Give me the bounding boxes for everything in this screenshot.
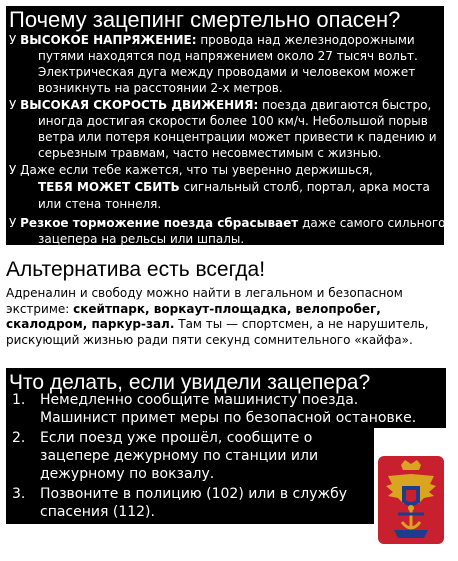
bullet-marker: У bbox=[9, 33, 17, 47]
hold-line-2 bbox=[38, 180, 430, 196]
voltage-text-3: Электрическая дуга между проводами и человеком может bbox=[38, 65, 416, 79]
alternative-activities-1: скейтпарк, воркаут-площадка, велопробег, bbox=[73, 301, 381, 316]
bullet-marker: У bbox=[9, 163, 17, 177]
alternative-title: Альтернатива есть всегда! bbox=[6, 258, 266, 281]
bullet-marker: У bbox=[9, 98, 17, 112]
alternative-line-3 bbox=[6, 317, 452, 333]
action-1-text-1: Немедленно сообщите машинисту поезда. bbox=[40, 392, 359, 408]
action-2-text-3: дежурному по вокзалу. bbox=[40, 466, 215, 482]
speed-text-2: иногда достигая скорости более 100 км/ч. Небольшой порыв bbox=[38, 114, 428, 128]
speed-heading: ВЫСОКАЯ СКОРОСТЬ ДВИЖЕНИЯ: bbox=[20, 98, 259, 112]
hold-text-1: Даже если тебе кажется, что ты уверенно держишься, bbox=[20, 163, 373, 177]
brake-heading: Резкое торможение поезда сбрасывает bbox=[20, 216, 299, 230]
voltage-line-1 bbox=[9, 33, 415, 49]
alternative-text-4: рискующий жизнью ради пяти секунд сомнительного «кайфа». bbox=[6, 332, 413, 347]
alternative-text-2: экстриме: bbox=[6, 301, 70, 316]
hold-text-3: или стена тоннеля. bbox=[38, 197, 162, 211]
hold-line-1 bbox=[9, 163, 373, 179]
alternative-activities-2: скалодром, паркур-зал. bbox=[6, 317, 175, 331]
lightning-icon bbox=[10, 38, 28, 178]
action-3-text-1: Позвоните в полицию (102) или в службу bbox=[40, 486, 348, 502]
brake-text-1: даже самого сильного bbox=[302, 216, 446, 230]
alternative-line-2 bbox=[6, 302, 452, 318]
actions-title: Что делать, если увидели зацепера? bbox=[9, 371, 371, 394]
action-2-text-2: зацепере дежурному по станции или bbox=[40, 448, 319, 464]
hold-heading: ТЕБЯ МОЖЕТ СБИТЬ bbox=[38, 180, 180, 194]
speed-line-1 bbox=[9, 98, 431, 114]
action-1-text-2: Машинист примет меры по безопасной остановке. bbox=[40, 410, 417, 426]
action-2-text-1: Если поезд уже прошёл, сообщите о bbox=[40, 430, 313, 446]
voltage-text-2: путями находятся под напряжением около 27 тысяч вольт. bbox=[38, 49, 418, 63]
bullet-marker: У bbox=[9, 216, 17, 230]
hold-text-2: сигнальный столб, портал, арка моста bbox=[183, 180, 430, 194]
alternative-text-1: Адреналин и свободу можно найти в легальном и безопасном bbox=[6, 286, 403, 300]
voltage-heading: ВЫСОКОЕ НАПРЯЖЕНИЕ: bbox=[20, 33, 197, 47]
brake-text-2: зацепера на рельсы или шпалы. bbox=[38, 232, 245, 246]
action-number-2: 2. bbox=[12, 430, 26, 446]
brake-line-1 bbox=[9, 216, 446, 232]
danger-section bbox=[6, 6, 444, 245]
police-emblem-icon bbox=[378, 456, 444, 544]
voltage-text-1: провода над железнодорожными bbox=[200, 33, 415, 47]
danger-title: Почему зацепинг смертельно опасен? bbox=[9, 7, 401, 32]
action-number-1: 1. bbox=[12, 392, 26, 408]
action-number-3: 3. bbox=[12, 486, 26, 502]
speed-text-4: серьезным травмам, часто несовместимым с жизнью. bbox=[38, 146, 382, 160]
alternative-section bbox=[6, 258, 452, 348]
speed-text-3: ветра или потеря концентрации может привести к падению и bbox=[38, 130, 437, 144]
voltage-text-4: возникнуть на расстоянии 2-х метров. bbox=[38, 81, 283, 95]
speed-text-1: поезда двигаются быстро, bbox=[262, 98, 432, 112]
action-3-text-2: спасения (112). bbox=[40, 504, 155, 520]
alternative-text-3: Там ты — спортсмен, а не нарушитель, bbox=[178, 317, 429, 331]
